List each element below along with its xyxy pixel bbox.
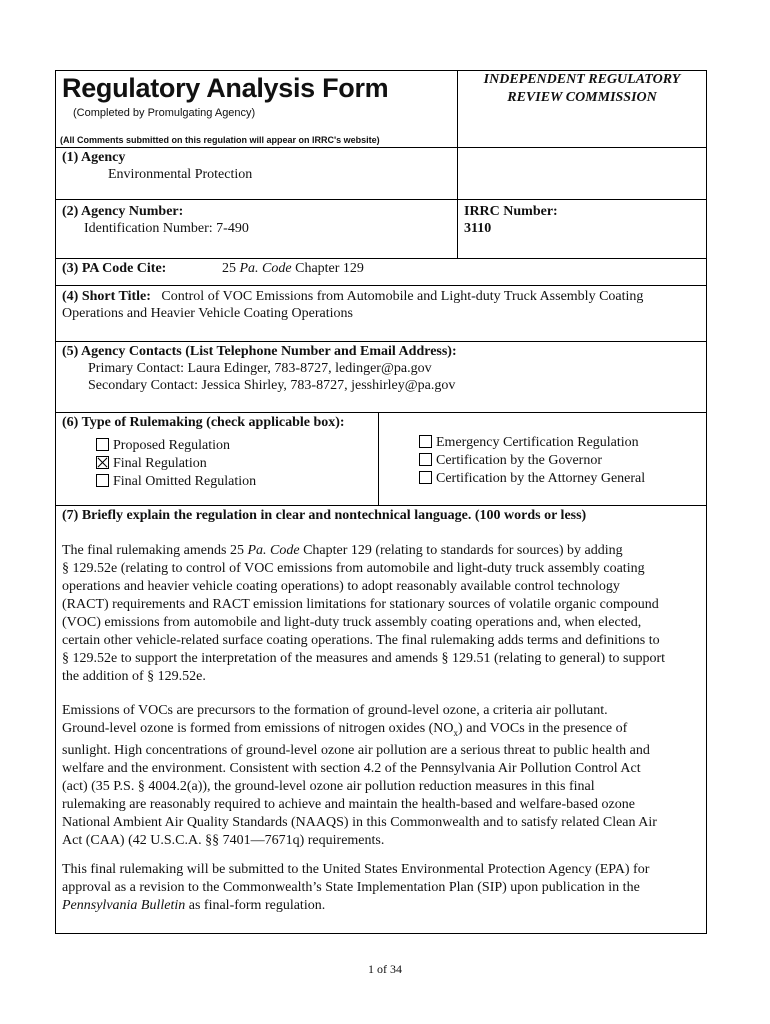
p3-line: approval as a revision to the Commonwealth’s State Implementation Plan (SIP) upon publication in the bbox=[62, 880, 640, 895]
option-final-omitted-regulation[interactable]: Final Omitted Regulation bbox=[96, 473, 256, 491]
agency-value: Environmental Protection bbox=[108, 167, 253, 182]
p2-line: sunlight. High concentrations of ground-level ozone air pollution are a serious threat to public health and bbox=[62, 742, 650, 758]
short-title-line1: Control of VOC Emissions from Automobile and Light-duty Truck Assembly Coating bbox=[161, 289, 644, 304]
p1-line: § 129.52e (relating to control of VOC emissions from automobile and light-duty truck assembly coating bbox=[62, 561, 645, 576]
column-divider-top bbox=[457, 71, 458, 259]
agency-number-row bbox=[56, 200, 706, 259]
form-title: Regulatory Analysis Form bbox=[62, 73, 389, 103]
form-subtitle: (Completed by Promulgating Agency) bbox=[73, 107, 256, 119]
option-certification-governor[interactable]: Certification by the Governor bbox=[419, 452, 645, 470]
contacts-row bbox=[56, 342, 706, 413]
pa-code-row bbox=[56, 259, 706, 286]
explain-row bbox=[56, 506, 706, 933]
p2-line: welfare and the environment. Consistent with section 4.2 of the Pennsylvania Air Pollution Control Act bbox=[62, 760, 641, 776]
regulatory-analysis-form bbox=[55, 70, 707, 934]
irrc-number-label: IRRC Number: bbox=[464, 204, 558, 219]
contacts-label: (5) Agency Contacts (List Telephone Number and Email Address): bbox=[62, 344, 457, 359]
checkbox-final-checked[interactable] bbox=[96, 456, 109, 469]
form-header bbox=[56, 71, 706, 148]
checkbox-proposed[interactable] bbox=[96, 438, 109, 451]
rulemaking-divider bbox=[378, 413, 379, 505]
agency-label: (1) Agency bbox=[62, 150, 126, 165]
p3-line: This final rulemaking will be submitted to the United States Environmental Protection Agency (EPA) for bbox=[62, 862, 650, 877]
short-title-label: (4) Short Title: bbox=[62, 289, 151, 304]
explain-label: (7) Briefly explain the regulation in clear and nontechnical language. (100 words or less) bbox=[62, 508, 587, 523]
option-certification-attorney-general[interactable]: Certification by the Attorney General bbox=[419, 470, 645, 488]
pa-code-label: (3) PA Code Cite: bbox=[62, 261, 167, 276]
rulemaking-label: (6) Type of Rulemaking (check applicable box): bbox=[62, 415, 345, 430]
explain-paragraph-3 bbox=[62, 861, 704, 915]
irrc-number-value: 3110 bbox=[464, 221, 492, 236]
rulemaking-right-options bbox=[419, 434, 645, 488]
p2-line: rulemaking are reasonably required to achieve and maintain the health-based and welfare-based ozone bbox=[62, 796, 635, 812]
option-proposed-regulation[interactable]: Proposed Regulation bbox=[96, 437, 256, 455]
p1-line: The final rulemaking amends 25 Pa. Code Chapter 129 (relating to standards for sources) by adding bbox=[62, 543, 623, 558]
p1-line: § 129.52e to support the interpretation of the measures and amends § 129.51 (relating to general) to support bbox=[62, 651, 666, 666]
p2-line: (act) (35 P.S. § 4004.2(a)), the ground-level ozone air pollution reduction measures in this final bbox=[62, 778, 595, 794]
option-final-regulation[interactable]: Final Regulation bbox=[96, 455, 256, 473]
checkbox-final-omitted[interactable] bbox=[96, 474, 109, 487]
secondary-contact: Secondary Contact: Jessica Shirley, 783-8727, jesshirley@pa.gov bbox=[88, 378, 456, 393]
checkbox-governor[interactable] bbox=[419, 453, 432, 466]
p2-line: Act (CAA) (42 U.S.C.A. §§ 7401—7671q) requirements. bbox=[62, 832, 385, 848]
p1-line: (VOC) emissions from automobile and light-duty truck assembly coating operations and, when elected, bbox=[62, 615, 642, 630]
p2-line: Ground-level ozone is formed from emissions of nitrogen oxides $(NO_x)$ and VOCs in the presence of bbox=[62, 721, 628, 738]
p2-line: National Ambient Air Quality Standards (NAAQS) in this Commonwealth and to satisfy related Clean Air bbox=[62, 814, 657, 830]
rulemaking-left-options bbox=[96, 437, 256, 491]
agency-number-value: Identification Number: 7-490 bbox=[84, 221, 249, 236]
primary-contact: Primary Contact: Laura Edinger, 783-8727, ledinger@pa.gov bbox=[88, 361, 432, 376]
p1-line: the addition of § 129.52e. bbox=[62, 669, 206, 684]
explain-paragraph-1 bbox=[62, 542, 704, 686]
short-title bbox=[62, 288, 643, 322]
pa-code-value: 25 Pa. Code Chapter 129 bbox=[222, 261, 364, 276]
agency-row bbox=[56, 148, 706, 200]
p1-line: certain other vehicle-related surface coating operations. The final rulemaking adds terms and definitions to bbox=[62, 633, 660, 648]
checkbox-emergency[interactable] bbox=[419, 435, 432, 448]
short-title-row bbox=[56, 286, 706, 342]
rulemaking-row bbox=[56, 413, 706, 506]
p2-line: Emissions of VOCs are precursors to the formation of ground-level ozone, a criteria air pollutant. bbox=[62, 703, 608, 718]
p1-line: operations and heavier vehicle coating operations) to adopt reasonably available control technology bbox=[62, 579, 620, 594]
checkbox-attorney-general[interactable] bbox=[419, 471, 432, 484]
p1-line: (RACT) requirements and RACT emission limitations for stationary sources of volatile organic compound bbox=[62, 597, 659, 612]
p3-line: Pennsylvania Bulletin as final-form regulation. bbox=[62, 898, 326, 913]
option-emergency-certification[interactable]: Emergency Certification Regulation bbox=[419, 434, 645, 452]
short-title-line2: Operations and Heavier Vehicle Coating Operations bbox=[62, 306, 353, 321]
irrc-header bbox=[458, 71, 706, 107]
page-number: 1 of 34 bbox=[368, 962, 402, 976]
irrc-header-line2: REVIEW COMMISSION bbox=[507, 90, 657, 105]
explain-paragraph-2 bbox=[62, 702, 704, 850]
irrc-header-line1: INDEPENDENT REGULATORY bbox=[483, 72, 681, 87]
agency-number-label: (2) Agency Number: bbox=[62, 204, 184, 219]
comments-note: (All Comments submitted on this regulation will appear on IRRC's website) bbox=[60, 135, 380, 145]
